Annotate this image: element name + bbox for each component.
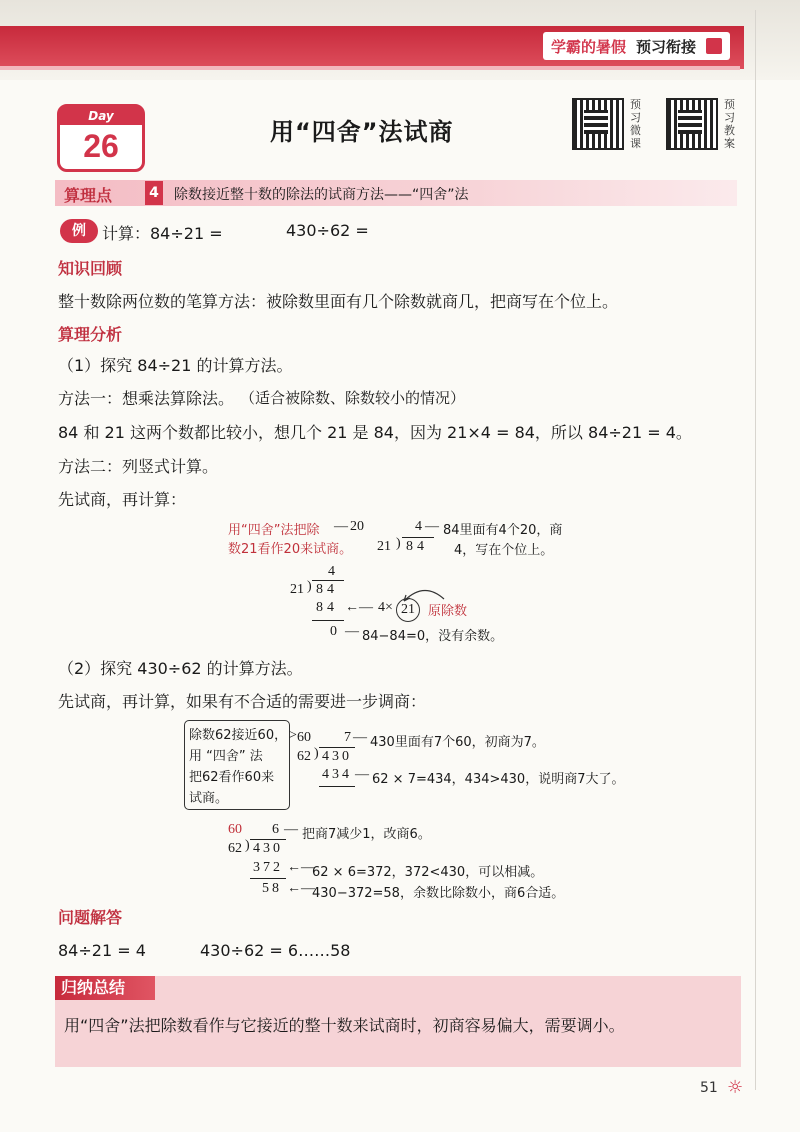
division-bar [402, 537, 434, 538]
div3-note-q: 430里面有7个60，初商为7。 [370, 735, 545, 750]
div1-dividend: 84 [406, 539, 428, 554]
division-bar [319, 747, 355, 748]
div4-product: 372 [253, 860, 283, 875]
margin-line [755, 10, 756, 1090]
box-line-1: 除数62接近60， [189, 728, 288, 743]
arrow: — [345, 624, 359, 639]
div3-divisor: 62 [297, 749, 311, 764]
arrow: ←— [287, 860, 315, 875]
div4-note-r: 430−372=58，余数比除数小，商6合适。 [312, 886, 565, 901]
div1-note-a: 用“四舍”法把除 [228, 523, 320, 538]
division-bracket-icon: ) [396, 536, 401, 551]
part2-heading: （2）探究 430÷62 的计算方法。 [58, 659, 303, 678]
div3-dividend: 430 [322, 749, 352, 764]
brand-right: 预习衔接 [635, 37, 696, 56]
box-line-4: 试商。 [189, 791, 229, 806]
header-strip [0, 66, 740, 70]
part1-heading: （1）探究 84÷21 的计算方法。 [58, 356, 293, 375]
division-bar [312, 580, 344, 581]
div3-note-p: 62 × 7=434，434>430，说明商7大了。 [372, 772, 625, 787]
subtract-line [250, 878, 286, 879]
div3-quotient: 7 [344, 730, 351, 745]
div4-quotient: 6 [272, 822, 279, 837]
arrow: — [334, 519, 348, 534]
arrow: — [353, 730, 367, 745]
div2-product: 84 [316, 600, 338, 615]
arrow: — [355, 767, 369, 782]
knowledge-text: 整十数除两位数的笔算方法：被除数里面有几个除数就商几，把商写在个位上。 [58, 292, 619, 311]
summary-text: 用“四舍”法把除数看作与它接近的整十数来试商时，初商容易偏大，需要调小。 [64, 1016, 625, 1035]
div1-divisor: 21 [377, 539, 391, 554]
qr-code-icon[interactable] [572, 98, 624, 150]
div3-trial-divisor: 60 [297, 730, 311, 745]
arrow: — [284, 822, 298, 837]
knowledge-heading: 知识回顾 [58, 259, 123, 278]
div2-remainder: 0 [330, 624, 337, 639]
arrow: > [289, 728, 297, 743]
answer-2: 430÷62 = 6……58 [200, 941, 351, 960]
div1-note-right-a: 84里面有4个20，商 [443, 523, 563, 538]
topic-text: 除数接近整十数的除法的试商方法——“四舍”法 [174, 187, 469, 203]
div2-orig: 原除数 [428, 604, 468, 619]
div4-dividend: 430 [253, 841, 283, 856]
method2: 方法二：列竖式计算。 [58, 457, 219, 476]
division-bracket-icon: ) [245, 838, 250, 853]
subtract-line [319, 786, 355, 787]
div2-mult: 4× [378, 600, 393, 615]
div1-trial-divisor: 20 [350, 519, 364, 534]
box-line-2: 用 “四舍” 法 [189, 749, 263, 764]
division-bar [250, 839, 286, 840]
arrow: ←— [345, 600, 373, 615]
brand-left: 学霸的暑假 [550, 37, 626, 56]
qr-code-icon[interactable] [666, 98, 718, 150]
subtract-line [312, 620, 344, 621]
div4-note-q: 把商7减少1，改商6。 [302, 827, 431, 842]
example-text-2: 430÷62 = [286, 221, 369, 240]
arrow: ←— [287, 881, 315, 896]
curved-arrow-icon [400, 585, 448, 603]
try-first: 先试商，再计算： [58, 490, 187, 509]
day-number: 26 [83, 128, 119, 164]
arrow: — [425, 519, 439, 534]
topic-label: 算理点 [64, 186, 113, 205]
div3-product: 434 [322, 767, 352, 782]
division-bracket-icon: ) [314, 746, 319, 761]
page-number: 51 [700, 1080, 718, 1096]
method1-text: 84 和 21 这两个数都比较小，想几个 21 是 84，因为 21×4 = 84，所以 84÷21 = 4。 [58, 423, 692, 442]
div4-divisor: 62 [228, 841, 242, 856]
answer-heading: 问题解答 [58, 908, 123, 927]
example-badge: 例 [60, 219, 98, 243]
div1-note-b: 数21看作20来试商。 [228, 542, 353, 557]
topic-number: 4 [145, 181, 163, 205]
brand-logo-icon [706, 38, 722, 54]
box-line-3: 把62看作60来 [189, 770, 275, 785]
try-second: 先试商，再计算，如果有不合适的需要进一步调商： [58, 692, 427, 711]
division-bracket-icon: ) [307, 579, 312, 594]
div1-quotient: 4 [415, 519, 422, 534]
brand-tag [543, 32, 730, 60]
div2-quotient: 4 [328, 564, 335, 579]
summary-tag: 归纳总结 [55, 976, 155, 1000]
method1-note: （适合被除数、除数较小的情况） [240, 389, 466, 407]
div2-dividend: 84 [316, 582, 338, 597]
div2-circled: 21 [396, 598, 420, 622]
div4-note-p: 62 × 6=372，372<430，可以相减。 [312, 865, 544, 880]
analysis-heading: 算理分析 [58, 325, 123, 344]
div4-remainder: 58 [262, 881, 282, 896]
page-title: 用“四舍”法试商 [270, 118, 454, 146]
qr-label-2: 预习教案 [724, 98, 735, 150]
example-text: 计算：84÷21 = [102, 224, 223, 243]
method1: 方法一：想乘法算除法。 [58, 389, 235, 408]
div2-divisor: 21 [290, 582, 304, 597]
qr-label-1: 预习微课 [630, 98, 641, 150]
day-badge [57, 104, 145, 172]
div4-trial-divisor: 60 [228, 822, 242, 837]
div2-rem-note: 84−84=0，没有余数。 [362, 629, 504, 644]
sun-icon: ☼ [727, 1077, 744, 1098]
answer-1: 84÷21 = 4 [58, 941, 146, 960]
day-label: Day [60, 107, 142, 125]
div1-note-right-b: 4，写在个位上。 [454, 543, 554, 558]
